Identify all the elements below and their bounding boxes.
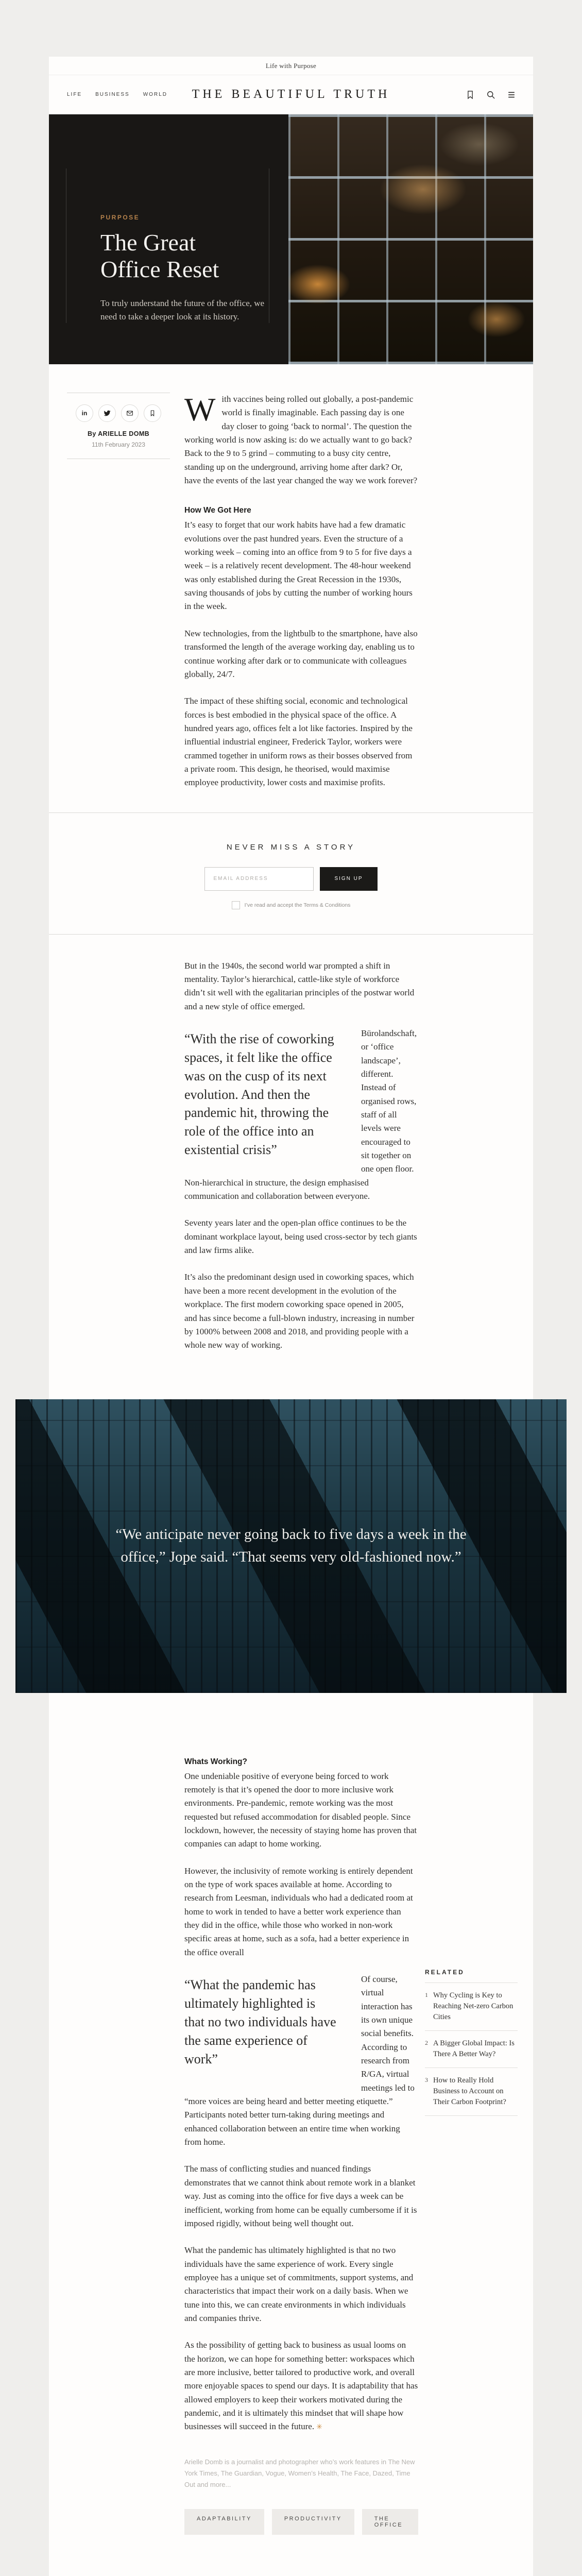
pull-quote-coworking: “With the rise of coworking spaces, it felt like the office was on the cusp of its next evolution. And then the pandemic hit, throwing the role of the office into an existential crisis”: [184, 1031, 334, 1158]
paragraph: The mass of conflicting studies and nuanced findings demonstrates that we cannot think about remote work in a blanket way. Just as coming into the office for five days a week can be inefficient, working from home can be equally cumbersome if it is imposed rigidly, without being well thought out.: [184, 2164, 417, 2228]
bookmark-icon[interactable]: [465, 90, 475, 100]
paragraph: As the possibility of getting back to business as usual looms on the horizon, we can hope for something better: workspaces which are more inclusive, better tailored to productive work, and overall more enjoyable spaces to spend our days. It is adaptability that has allowed employers to keep their workers motivated during the pandemic, and it is ultimately this mindset that will shape how businesses will succeed in the future. ✳: [184, 2340, 418, 2432]
hero: [49, 114, 533, 364]
nav-item-business[interactable]: BUSINESS: [95, 92, 130, 97]
newsletter-terms: [49, 901, 533, 909]
email-share-icon[interactable]: [121, 404, 139, 422]
byline: [67, 393, 170, 459]
paragraph: New technologies, from the lightbulb to the smartphone, have also transformed the length of the average working day, enabling us to continue working after dark or to communicate with colleagues globally, 24/7.: [184, 628, 418, 679]
paragraph: But in the 1940s, the second world war prompted a shift in mentality. Taylor’s hierarchical, cattle-like style of workforce didn’t sit well with the egalitarian principles of the postwar world and a new style of office emerged.: [184, 960, 415, 1011]
related-sidebar: [425, 1969, 518, 2116]
publish-date: 11th February 2023: [92, 441, 145, 448]
paragraph: However, the inclusivity of remote working is entirely dependent on the type of work spaces available at home. According to research from Leesman, individuals who had a dedicated room at home to work in tended to have a better work experience than they did in the office, while those who worked in non-work specific areas at home, such as a sofa, had a better experience in the office overall: [184, 1866, 413, 1957]
paragraph: Seventy years later and the open-plan office continues to be the dominant workplace layout, being used cross-sector by tech giants and law firms alike.: [184, 1218, 417, 1256]
nav-links: [67, 92, 167, 97]
article-body: [184, 393, 418, 1366]
image-quote: “We anticipate never going back to five days a week in the office,” Jope said. “That seems very old-fashioned now.”: [115, 1526, 467, 1565]
keep-reading-section: [49, 2545, 533, 2576]
hero-subtitle: To truly understand the future of the office, we need to take a deeper look at its history.: [100, 298, 265, 321]
article-section-2: [49, 1721, 533, 2545]
related-item-number: 2: [425, 2039, 428, 2046]
related-item-title: A Bigger Global Impact: Is There A Better Way?: [433, 2039, 515, 2058]
pull-quote-pandemic: “What the pandemic has ultimately highlighted is that no two individuals have the same experience of work”: [184, 1977, 336, 2066]
email-input[interactable]: [204, 867, 314, 891]
related-item-number: 3: [425, 2076, 428, 2083]
related-item-title: How to Really Hold Business to Account on Their Carbon Footprint?: [433, 2076, 506, 2106]
full-width-quote-image: [15, 1399, 567, 1693]
paragraph: What the pandemic has ultimately highlighted is that no two individuals have the same experience of work. Every single employee has a unique set of commitments, support systems, and characteristics that impact their work on a daily basis. When we tune into this, we can create environments in which individuals and companies thrive.: [184, 2245, 414, 2323]
paragraph: Of course, virtual interaction has its own unique social benefits. According to research from R/GA, virtual meetings led to “more voices are being heard and better meeting etiquette.” Participants noted better turn-taking during meetings and enhanced collaboration between an entire time when working from home.: [184, 1974, 415, 2147]
author-bio: Arielle Domb is a journalist and photographer who’s work features in The New York Times, The Guardian, Vogue, Women’s Health, The Face, Dazed, Time Out and more...: [184, 2458, 415, 2488]
related-item-number: 1: [425, 1991, 428, 1998]
related-item[interactable]: [425, 2068, 518, 2116]
tag-adaptability[interactable]: ADAPTABILITY: [184, 2509, 264, 2535]
article-body-2: [184, 1757, 418, 2535]
signup-button[interactable]: SIGN UP: [320, 867, 377, 891]
share-icons: [67, 404, 170, 422]
tagline-bar: [49, 57, 533, 75]
hero-category[interactable]: PURPOSE: [100, 214, 140, 221]
related-item[interactable]: [425, 2031, 518, 2068]
author-name[interactable]: By ARIELLE DOMB: [87, 430, 150, 437]
tag-list: [184, 2509, 418, 2535]
terms-checkbox[interactable]: [232, 901, 240, 909]
site-logo[interactable]: THE BEAUTIFUL TRUTH: [192, 88, 390, 101]
tag-the-office[interactable]: THE OFFICE: [362, 2509, 418, 2535]
related-title: RELATED: [425, 1969, 518, 1983]
hero-text-block: [66, 168, 269, 323]
paragraph: It’s also the predominant design used in coworking spaces, which have been a more recent development in the evolution of the workplace. The first modern coworking space opened in 2005, and has since become a full-blown industry, increasing in number by 1000% between 2008 and 2018, and providing people with a whole new way of working.: [184, 1272, 415, 1350]
site-tagline: Life with Purpose: [265, 62, 317, 70]
newsletter-signup: [49, 812, 533, 935]
paragraph: It’s easy to forget that our work habits have had a few dramatic evolutions over the past hundred years. Even the structure of a working week – coming into an office from 9 to 5 for five days a week – is a relatively recent development. The 48-hour weekend was only established during the Great Recession in the 1930s, saving thousands of jobs by cutting the number of working hours in the week.: [184, 520, 413, 612]
twitter-share-icon[interactable]: [98, 404, 116, 422]
main-nav: [49, 75, 533, 114]
hero-office-building-photo: [288, 114, 533, 364]
page-title: The Great Office Reset: [100, 229, 219, 282]
tag-productivity[interactable]: PRODUCTIVITY: [272, 2509, 354, 2535]
paragraph: The impact of these shifting social, economic and technological forces is best embodied in the physical space of the office. A hundred years ago, offices felt a lot like factories. Inspired by the influential industrial engineer, Frederick Taylor, workers were crammed together in uniform rows as their bosses observed from a private room. This design, he theorised, would maximise employee productivity, lower costs and maximise profits.: [184, 696, 413, 788]
linkedin-share-icon[interactable]: in: [76, 404, 93, 422]
paragraph: With vaccines being rolled out globally, a post-pandemic world is finally imaginable. Each passing day is one day closer to going ‘back to normal’. The question the working world is now asking is: do we actually want to go back? Back to the 9 to 5 grind – commuting to a busy city centre, standing up on the underground, arriving home after dark? Or, have the events of the last year changed the way we work forever?: [184, 391, 418, 486]
article-section-1: [49, 364, 533, 1371]
nav-item-world[interactable]: WORLD: [143, 92, 167, 97]
menu-icon[interactable]: [506, 90, 517, 100]
newsletter-title: NEVER MISS A STORY: [226, 842, 356, 852]
content-card: [49, 57, 533, 2576]
nav-item-life[interactable]: LIFE: [67, 92, 82, 97]
terms-label: I’ve read and accept the Terms & Conditions: [244, 902, 351, 908]
nav-icons: [465, 90, 517, 100]
bookmark-share-icon[interactable]: [144, 404, 161, 422]
page: [0, 57, 582, 2576]
end-of-article-star: ✳: [316, 2423, 322, 2432]
drop-cap: W: [184, 391, 216, 428]
related-item[interactable]: [425, 1983, 518, 2031]
subheading-whats-working: Whats Working?: [184, 1757, 247, 1766]
related-item-title: Why Cycling is Key to Reaching Net-zero Carbon Cities: [433, 1991, 513, 2021]
subheading-how-we-got-here: How We Got Here: [184, 506, 251, 515]
paragraph: One undeniable positive of everyone being forced to work remotely is that it’s opened the door to more inclusive work environments. Pre-pandemic, remote working was the most requested but refused accommodation for disabled people. Since lockdown, however, the necessity of staying home has proven that companies can adapt to home working.: [184, 1771, 417, 1849]
search-icon[interactable]: [486, 90, 496, 100]
paragraph: Bürolandschaft, or ‘office landscape’, different. Instead of organised rows, staff of all levels were encouraged to sit together on one open floor. Non-hierarchical in structure, the design emphasised communication and collaboration between everyone.: [184, 1028, 417, 1201]
newsletter-form: [204, 867, 377, 891]
